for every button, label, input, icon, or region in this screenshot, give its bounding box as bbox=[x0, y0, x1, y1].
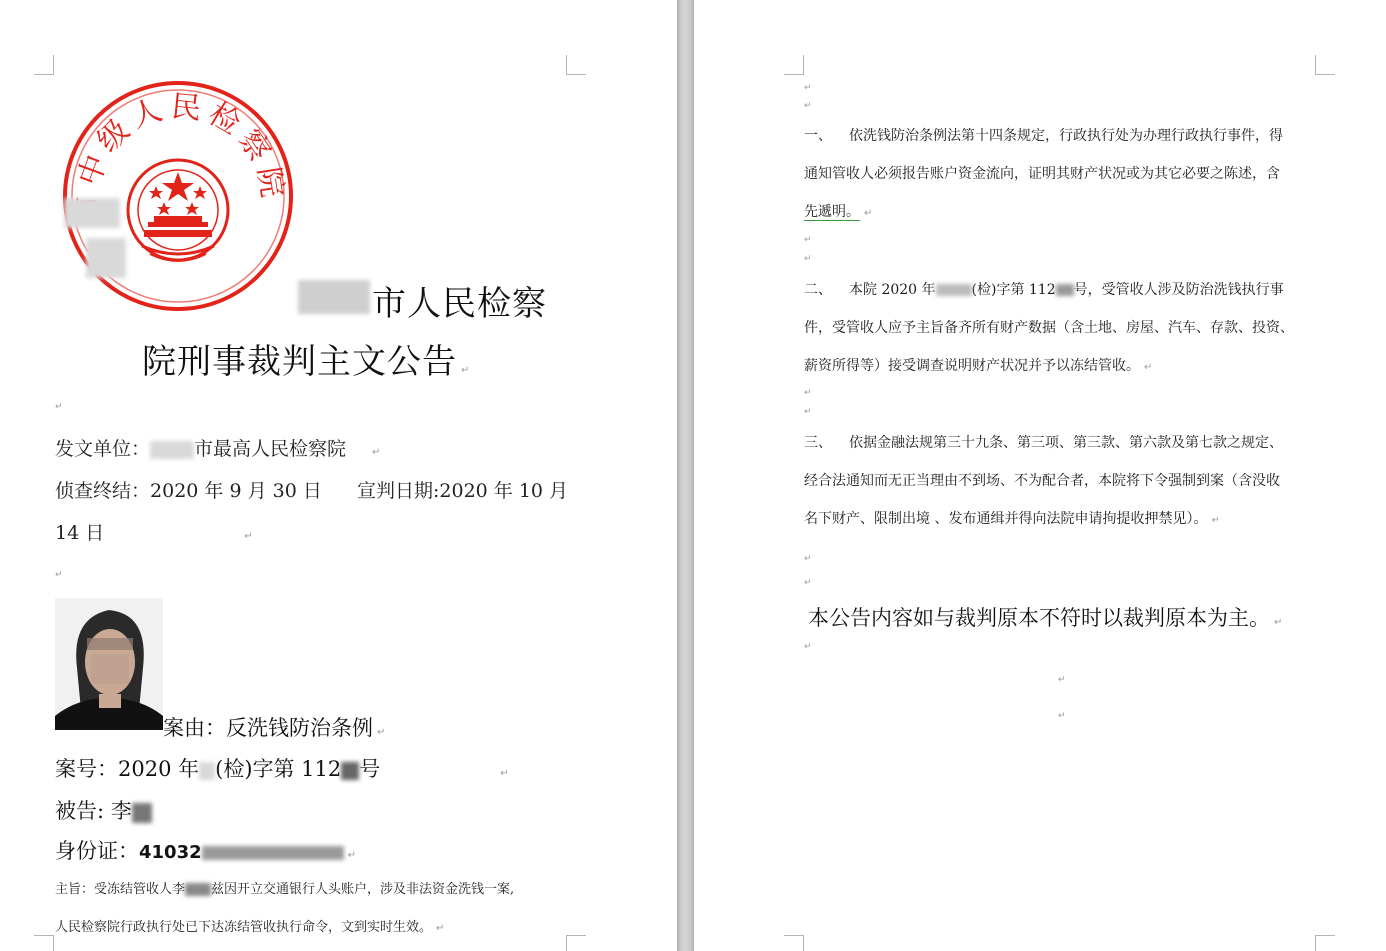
redacted-mask bbox=[298, 280, 370, 314]
item-1-line-3: 先遞明。 ↵ bbox=[804, 204, 873, 220]
national-emblem-icon bbox=[128, 160, 228, 261]
item-2-line-3: 薪资所得等）接受调查说明财产状况并予以冻结管收。 ↵ bbox=[804, 358, 1153, 374]
crop-mark bbox=[784, 55, 804, 75]
issuer-row: 发文单位： 市最高人民检察院 ↵ bbox=[55, 438, 381, 460]
verdict-date: 宣判日期:2020 年 10 月 bbox=[357, 480, 569, 502]
item-1-line-1: 依洗钱防治条例法第十四条规定，行政执行处为办理行政执行事件，得 bbox=[849, 128, 1283, 144]
redacted-mask bbox=[86, 238, 126, 278]
crop-mark bbox=[1315, 935, 1335, 951]
crop-mark bbox=[784, 935, 804, 951]
footer-note: 本公告内容如与裁判原本不符时以裁判原本为主。 ↵ bbox=[808, 606, 1283, 630]
item-3-line-3: 名下财产、限制出境 、发布通缉并得向法院申请拘提收押禁见）。 ↵ bbox=[804, 511, 1220, 527]
item-number: 二、 bbox=[804, 282, 832, 298]
notice-title-line1: 市人民检察 bbox=[372, 284, 547, 324]
item-3-line-2: 经合法通知而无正当理由不到场、不为配合者，本院将下令强制到案（含没收 bbox=[804, 473, 1280, 489]
crop-mark bbox=[34, 55, 54, 75]
crop-mark bbox=[566, 55, 586, 75]
item-number: 三、 bbox=[804, 435, 832, 451]
id-number: 身份证：41032 ↵ bbox=[55, 839, 357, 863]
item-2-line-1: 本院 2020 年 (检)字第 112 号，受管收人涉及防治洗钱执行事 bbox=[849, 282, 1284, 298]
item-number: 一、 bbox=[804, 128, 832, 144]
left-document-page: 中级人民检察院 市人民检察 院刑事裁判主文公告 ↵ ↵ 发文单位： 市最高人民检察院 ↵ 侦查终结：2020 年 9 月 30 日 宣判日期:2020 年 10 月 14 日 ↵ ↵ 案由：反洗钱防治条例 ↵ 案号：2020 年 (检)字第 112 号 ↵ 被告: 李 身份证：41032 ↵ 主旨：受冻结管收人李 兹因开立交通银行人头账户，涉及非法资金洗钱一案, 人民检察院行政执行处已下达冻结管收执行命令，文到实时生效。 ↵ bbox=[0, 0, 677, 951]
notice-gist-line2: 人民检察院行政执行处已下达冻结管收执行命令，文到实时生效。 ↵ bbox=[55, 920, 445, 935]
crop-mark bbox=[566, 935, 586, 951]
defendant-photo bbox=[55, 598, 163, 730]
item-2-line-2: 件，受管收人应予主旨备齐所有财产数据（含土地、房屋、汽车、存款、投资、 bbox=[804, 320, 1294, 336]
crop-mark bbox=[34, 935, 54, 951]
item-3-line-1: 依据金融法规第三十九条、第三项、第三款、第六款及第七款之规定、 bbox=[849, 435, 1283, 451]
notice-gist-line1: 主旨：受冻结管收人李 兹因开立交通银行人头账户，涉及非法资金洗钱一案, bbox=[55, 882, 515, 897]
crop-mark bbox=[1315, 55, 1335, 75]
right-document-page: ↵ ↵ 一、 依洗钱防治条例法第十四条规定，行政执行处为办理行政执行事件，得 通知管收人必须报告账户资金流向，证明其财产状况或为其它必要之陈述，含 先遞明。 ↵ ↵ ↵ 二、 本院 2020 年 (检)字第 112 号，受管收人涉及防治洗钱执行事 件，受管收人应予主旨备齐所有财产数据（含土地、房屋、汽车、存款、投资、 薪资所得等）接受调查说明财产状况并予以冻结管收。 ↵ ↵ ↵ 三、 依据金融法规第三十九条、第三项、第三款、第六款及第七款之规定、 经合法通知而无正当理由不到场、不为配合者，本院将下令强制到案（含没收 名下财产、限制出境 、发布通缉并得向法院申请拘提收押禁见）。 ↵ ↵ ↵ 本公告内容如与裁判原本不符时以裁判原本为主。 ↵ ↵ ↵ ↵ bbox=[694, 0, 1386, 951]
notice-title-line2: 院刑事裁判主文公告 ↵ bbox=[142, 342, 471, 382]
verdict-date-cont: 14 日 ↵ bbox=[55, 522, 253, 544]
redacted-mask bbox=[64, 198, 120, 228]
seal-arc-text: 中级人民检察院 bbox=[71, 88, 291, 206]
case-number: 案号：2020 年 (检)字第 112 号 ↵ bbox=[55, 757, 509, 781]
investigation-date: 侦查终结：2020 年 9 月 30 日 bbox=[55, 480, 322, 502]
official-seal bbox=[60, 80, 298, 312]
item-1-line-2: 通知管收人必须报告账户资金流向，证明其财产状况或为其它必要之陈述，含 bbox=[804, 166, 1280, 182]
defendant-name: 被告: 李 bbox=[55, 795, 152, 825]
page-gap bbox=[677, 0, 694, 951]
case-cause: 案由：反洗钱防治条例 ↵ bbox=[163, 716, 386, 740]
